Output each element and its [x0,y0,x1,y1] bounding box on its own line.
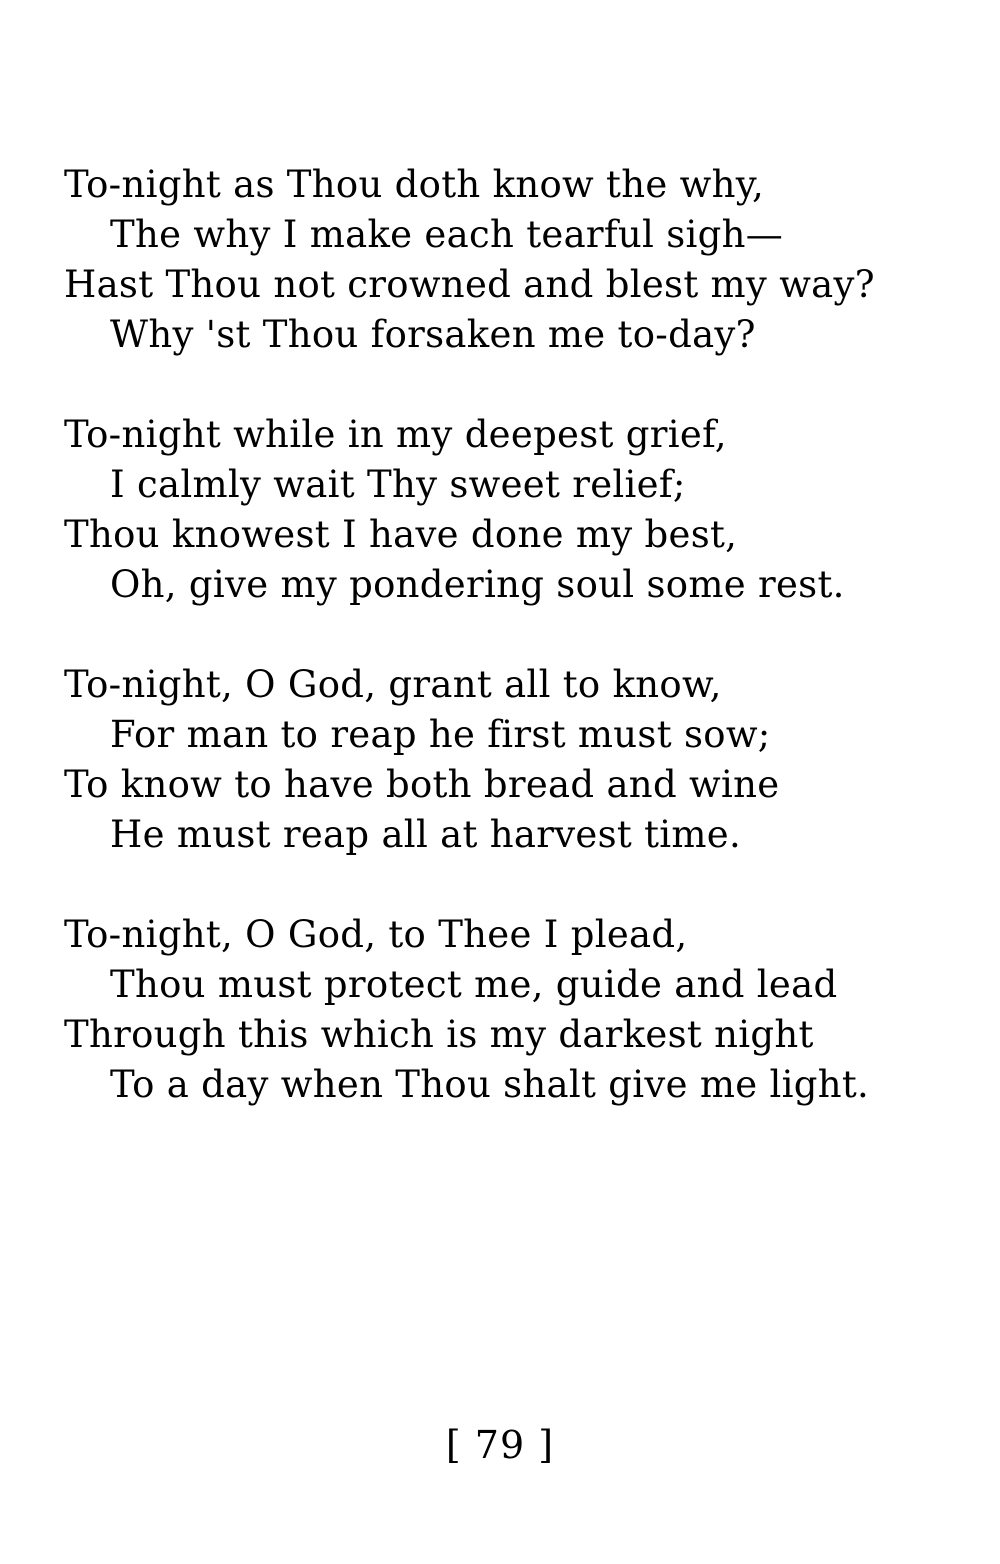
poem-line: To-night as Thou doth know the why, [64,163,765,206]
poem-line: Thou knowest I have done my best, [64,513,738,556]
stanza-2 [64,410,964,610]
poem-line: I calmly wait Thy sweet relief; [110,463,686,506]
poem-line: He must reap all at harvest time. [110,813,742,856]
poem-line: Thou must protect me, guide and lead [110,963,838,1006]
poem-line: For man to reap he first must sow; [110,713,771,756]
poem-line: To-night while in my deepest grief, [64,413,727,456]
page-number: [ 79 ] [445,1423,555,1467]
poem-line: Hast Thou not crowned and blest my way? [64,263,875,306]
poem-line: Oh, give my pondering soul some rest. [110,563,845,606]
poem-line: To-night, O God, grant all to know, [64,663,722,706]
stanza-3 [64,660,964,860]
poem-line: To a day when Thou shalt give me light. [110,1063,870,1106]
poem-line: Through this which is my darkest night [64,1013,814,1056]
poem-line: To-night, O God, to Thee I plead, [64,913,688,956]
poem-line: The why I make each tearful sigh— [110,213,784,256]
poem-line: To know to have both bread and wine [64,763,780,806]
stanza-1 [64,160,964,360]
poem-line: Why 'st Thou forsaken me to-day? [110,313,756,356]
poem [64,160,964,1160]
stanza-4 [64,910,964,1110]
